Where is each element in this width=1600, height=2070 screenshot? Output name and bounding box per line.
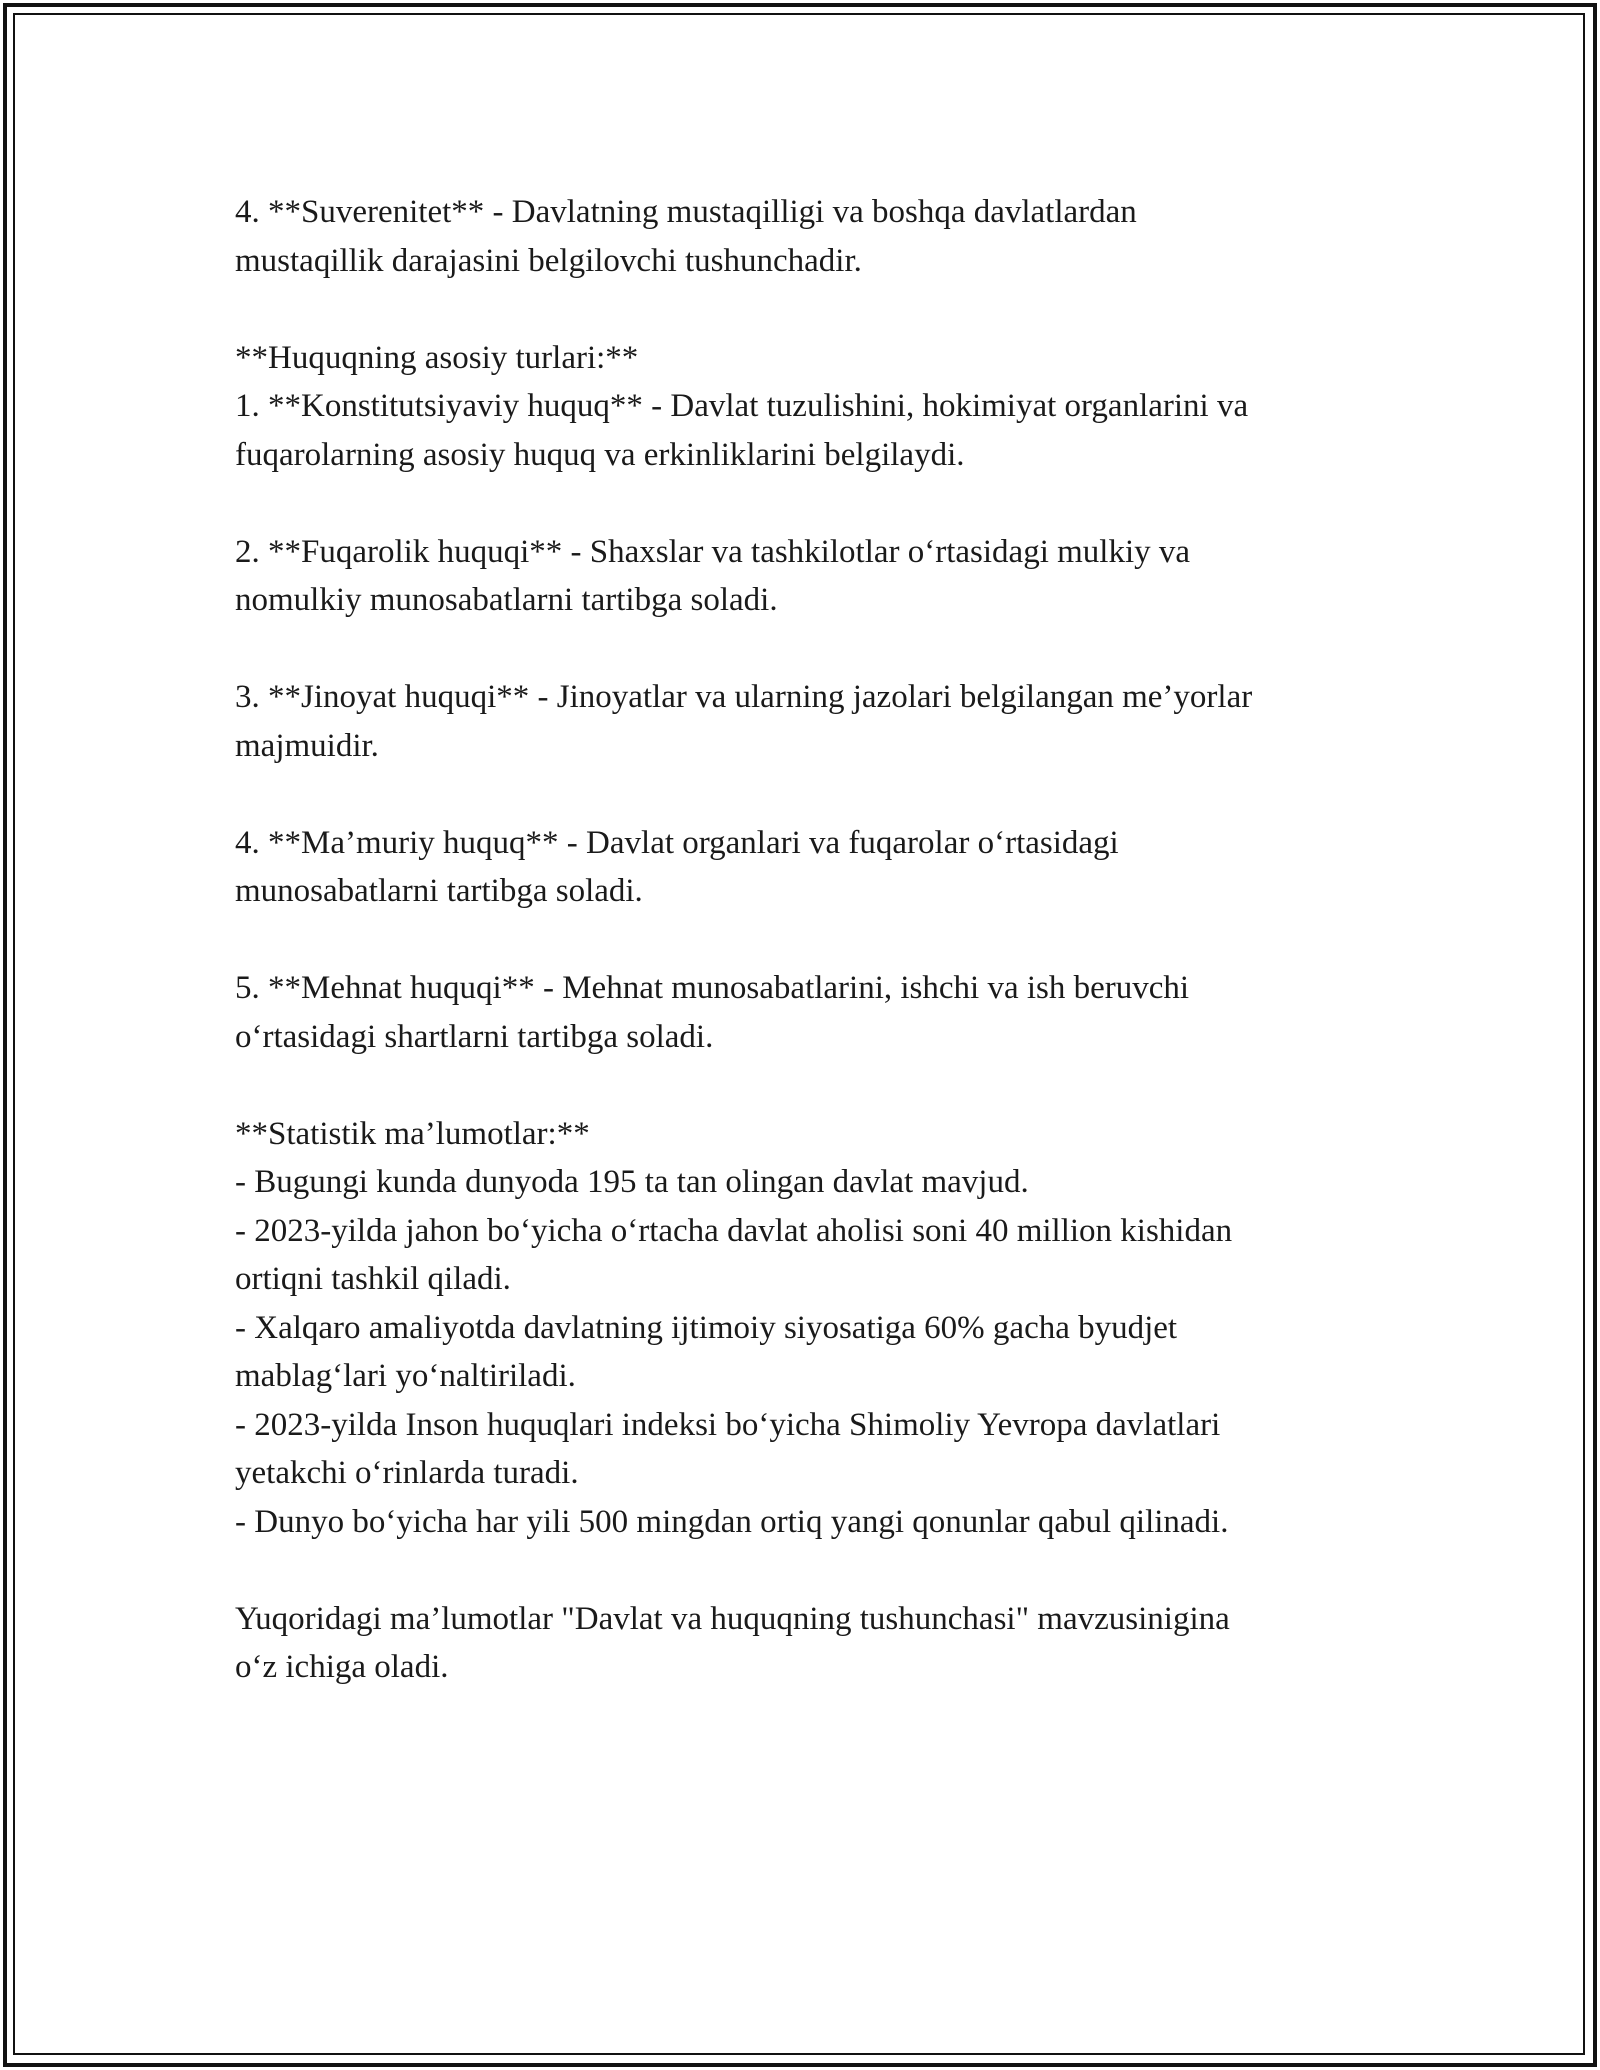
law-type-2-line-2: nomulkiy munosabatlarni tartibga soladi. bbox=[235, 582, 778, 618]
paragraph-gap bbox=[235, 1546, 1395, 1595]
conclusion-line-2: o‘z ichiga oladi. bbox=[235, 1649, 449, 1685]
law-type-4-line-2: munosabatlarni tartibga soladi. bbox=[235, 873, 643, 909]
paragraph-gap bbox=[235, 625, 1395, 674]
statistics-line: - Xalqaro amaliyotda davlatning ijtimoiy siyosatiga 60% gacha byudjet bbox=[235, 1309, 1178, 1346]
law-type-3-line-2: majmuidir. bbox=[235, 727, 379, 764]
law-type-2-line-1: 2. **Fuqarolik huquqi** - Shaxslar va tashkilotlar o‘rtasidagi mulkiy va bbox=[235, 533, 1191, 570]
law-type-5-line-1: 5. **Mehnat huquqi** - Mehnat munosabatlarini, ishchi va ish beruvchi bbox=[235, 970, 1190, 1006]
statistics-heading: **Statistik ma’lumotlar:** bbox=[235, 1115, 590, 1152]
sovereignty-line-2: mustaqillik darajasini belgilovchi tushunchadir. bbox=[235, 242, 862, 279]
paragraph-gap bbox=[235, 479, 1395, 528]
statistics-line: - 2023-yilda jahon bo‘yicha o‘rtacha davlat aholisi soni 40 million kishidan bbox=[235, 1212, 1233, 1249]
statistics-line: yetakchi o‘rinlarda turadi. bbox=[235, 1455, 579, 1491]
statistics-line: - Bugungi kunda dunyoda 195 ta tan olingan davlat mavjud. bbox=[235, 1164, 1029, 1200]
law-types-heading: **Huquqning asosiy turlari:** bbox=[235, 339, 639, 376]
paragraph-gap bbox=[235, 285, 1395, 334]
conclusion-line-1: Yuqoridagi ma’lumotlar "Davlat va huquqning tushunchasi" mavzusinigina bbox=[235, 1600, 1230, 1637]
statistics-line: - Dunyo bo‘yicha har yili 500 mingdan ortiq yangi qonunlar qabul qilinadi. bbox=[235, 1503, 1229, 1540]
statistics-line: ortiqni tashkil qiladi. bbox=[235, 1261, 511, 1297]
statistics-line: mablag‘lari yo‘naltiriladi. bbox=[235, 1358, 576, 1394]
law-type-3-line-1: 3. **Jinoyat huquqi** - Jinoyatlar va ularning jazolari belgilangan me’yorlar bbox=[235, 679, 1253, 715]
paragraph-gap bbox=[235, 770, 1395, 819]
law-type-1-line-1: 1. **Konstitutsiyaviy huquq** - Davlat tuzulishini, hokimiyat organlarini va bbox=[235, 388, 1249, 424]
statistics-line: - 2023-yilda Inson huquqlari indeksi bo‘yicha Shimoliy Yevropa davlatlari bbox=[235, 1406, 1221, 1443]
law-type-5-line-2: o‘rtasidagi shartlarni tartibga soladi. bbox=[235, 1018, 714, 1055]
paragraph-gap bbox=[235, 1061, 1395, 1110]
sovereignty-line-1: 4. **Suverenitet** - Davlatning mustaqilligi va boshqa davlatlardan bbox=[235, 194, 1137, 230]
document-body bbox=[235, 188, 1395, 1692]
law-type-4-line-1: 4. **Ma’muriy huquq** - Davlat organlari va fuqarolar o‘rtasidagi bbox=[235, 824, 1119, 861]
law-type-1-line-2: fuqarolarning asosiy huquq va erkinliklarini belgilaydi. bbox=[235, 436, 965, 473]
paragraph-gap bbox=[235, 916, 1395, 965]
